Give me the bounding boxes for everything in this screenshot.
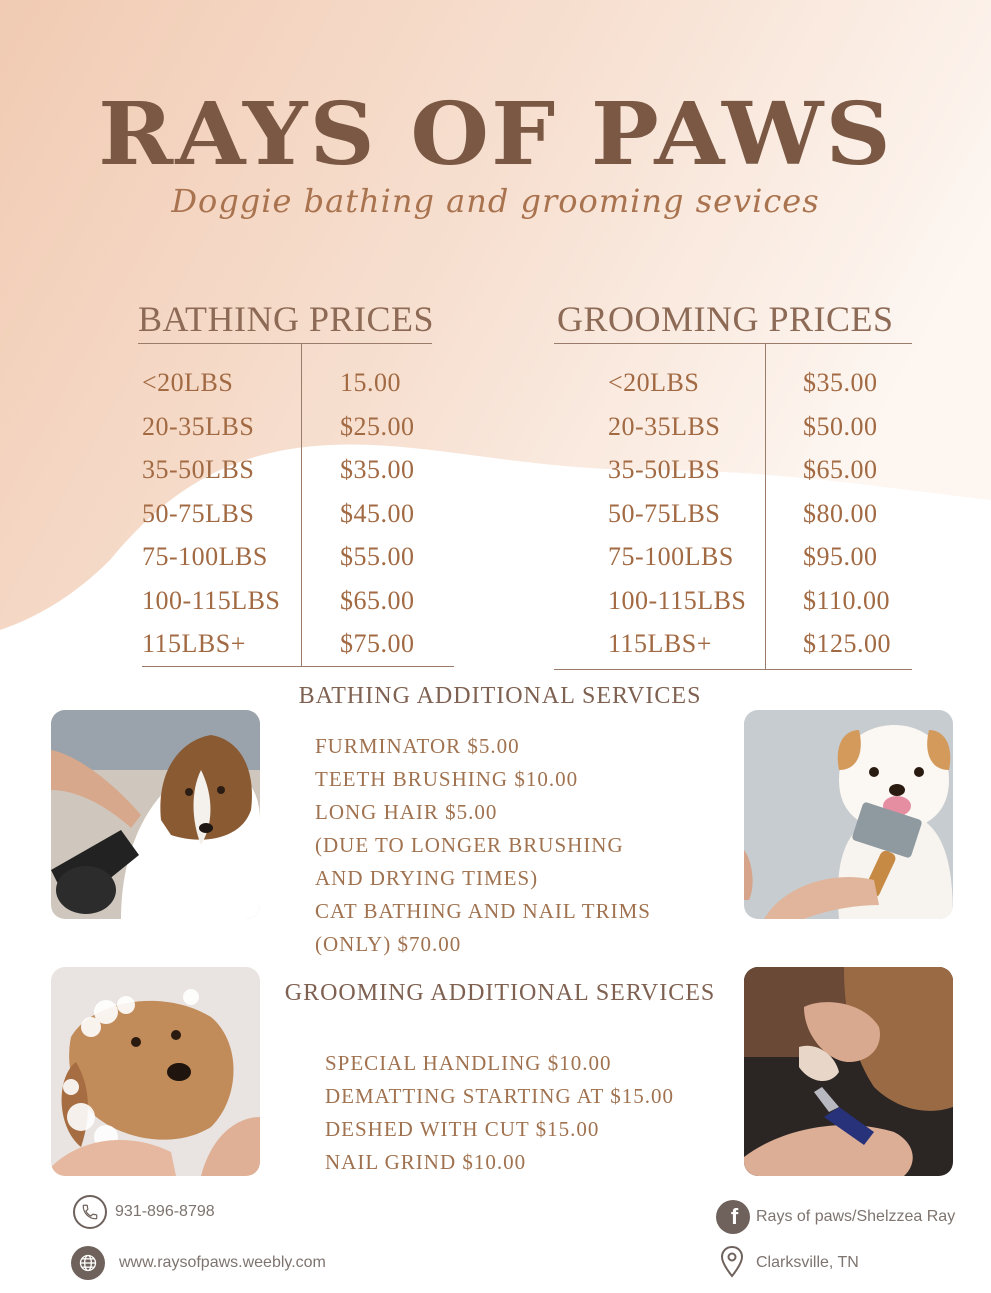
grooming-weight: 50-75LBS — [608, 499, 721, 528]
grooming-weight: <20LBS — [608, 368, 700, 397]
bathing-title-rule — [138, 343, 432, 344]
bathing-price: $65.00 — [340, 586, 415, 615]
bathing-price: 15.00 — [340, 368, 401, 397]
bathing-service-line: LONG HAIR $5.00 — [315, 800, 498, 824]
grooming-additional-title: GROOMING ADDITIONAL SERVICES — [284, 980, 716, 1006]
grooming-price: $125.00 — [803, 629, 891, 658]
phone-number[interactable]: 931-896-8798 — [115, 1203, 215, 1220]
bathing-prices-title: BATHING PRICES — [138, 299, 435, 339]
bathing-price: $25.00 — [340, 412, 415, 441]
dog-bath-photo — [51, 967, 260, 1176]
phone-icon — [73, 1195, 107, 1229]
dog-nail-trim-photo — [744, 967, 953, 1176]
location-text: Clarksville, TN — [756, 1254, 859, 1271]
grooming-service-line: DEMATTING STARTING AT $15.00 — [325, 1084, 674, 1108]
bathing-price: $75.00 — [340, 629, 415, 658]
globe-icon — [71, 1246, 105, 1280]
grooming-title-rule — [554, 343, 912, 344]
bathing-service-line: FURMINATOR $5.00 — [315, 734, 520, 758]
grooming-service-line: SPECIAL HANDLING $10.00 — [325, 1051, 612, 1075]
grooming-price: $95.00 — [803, 542, 878, 571]
bathing-weight: <20LBS — [142, 368, 234, 397]
bathing-column-divider — [301, 344, 302, 667]
page-subtitle: Doggie bathing and grooming sevices — [171, 182, 820, 220]
bathing-bottom-rule — [142, 666, 454, 667]
grooming-service-line: NAIL GRIND $10.00 — [325, 1150, 527, 1174]
grooming-weight: 35-50LBS — [608, 455, 721, 484]
facebook-link[interactable]: Rays of paws/Shelzzea Ray — [756, 1208, 956, 1225]
bathing-weight: 50-75LBS — [142, 499, 255, 528]
bathing-service-line: (ONLY) $70.00 — [315, 932, 462, 956]
bathing-service-line: TEETH BRUSHING $10.00 — [315, 767, 579, 791]
grooming-price: $35.00 — [803, 368, 878, 397]
grooming-weight: 100-115LBS — [608, 586, 747, 615]
bathing-service-line: CAT BATHING AND NAIL TRIMS — [315, 899, 651, 923]
grooming-bottom-rule — [554, 669, 912, 670]
dog-brushing-photo — [744, 710, 953, 919]
grooming-weight: 75-100LBS — [608, 542, 734, 571]
bathing-weight: 35-50LBS — [142, 455, 255, 484]
bathing-service-line: AND DRYING TIMES) — [315, 866, 539, 890]
location-pin-icon — [719, 1245, 745, 1279]
bathing-weight: 100-115LBS — [142, 586, 281, 615]
grooming-weight: 115LBS+ — [608, 629, 712, 658]
grooming-price: $65.00 — [803, 455, 878, 484]
bathing-weight: 115LBS+ — [142, 629, 246, 658]
grooming-price: $50.00 — [803, 412, 878, 441]
bathing-weight: 75-100LBS — [142, 542, 268, 571]
grooming-price: $110.00 — [803, 586, 891, 615]
bathing-weight: 20-35LBS — [142, 412, 255, 441]
dog-blow-dry-photo — [51, 710, 260, 919]
bathing-price: $55.00 — [340, 542, 415, 571]
website-link[interactable]: www.raysofpaws.weebly.com — [119, 1254, 326, 1271]
grooming-column-divider — [765, 344, 766, 670]
bathing-price: $35.00 — [340, 455, 415, 484]
facebook-icon: f — [716, 1200, 750, 1234]
grooming-price: $80.00 — [803, 499, 878, 528]
bathing-additional-title: BATHING ADDITIONAL SERVICES — [298, 683, 702, 709]
grooming-weight: 20-35LBS — [608, 412, 721, 441]
grooming-prices-title: GROOMING PRICES — [557, 299, 894, 339]
bathing-price: $45.00 — [340, 499, 415, 528]
page-title: RAYS OF PAWS — [98, 84, 893, 185]
bathing-service-line: (DUE TO LONGER BRUSHING — [315, 833, 624, 857]
grooming-service-line: DESHED WITH CUT $15.00 — [325, 1117, 600, 1141]
